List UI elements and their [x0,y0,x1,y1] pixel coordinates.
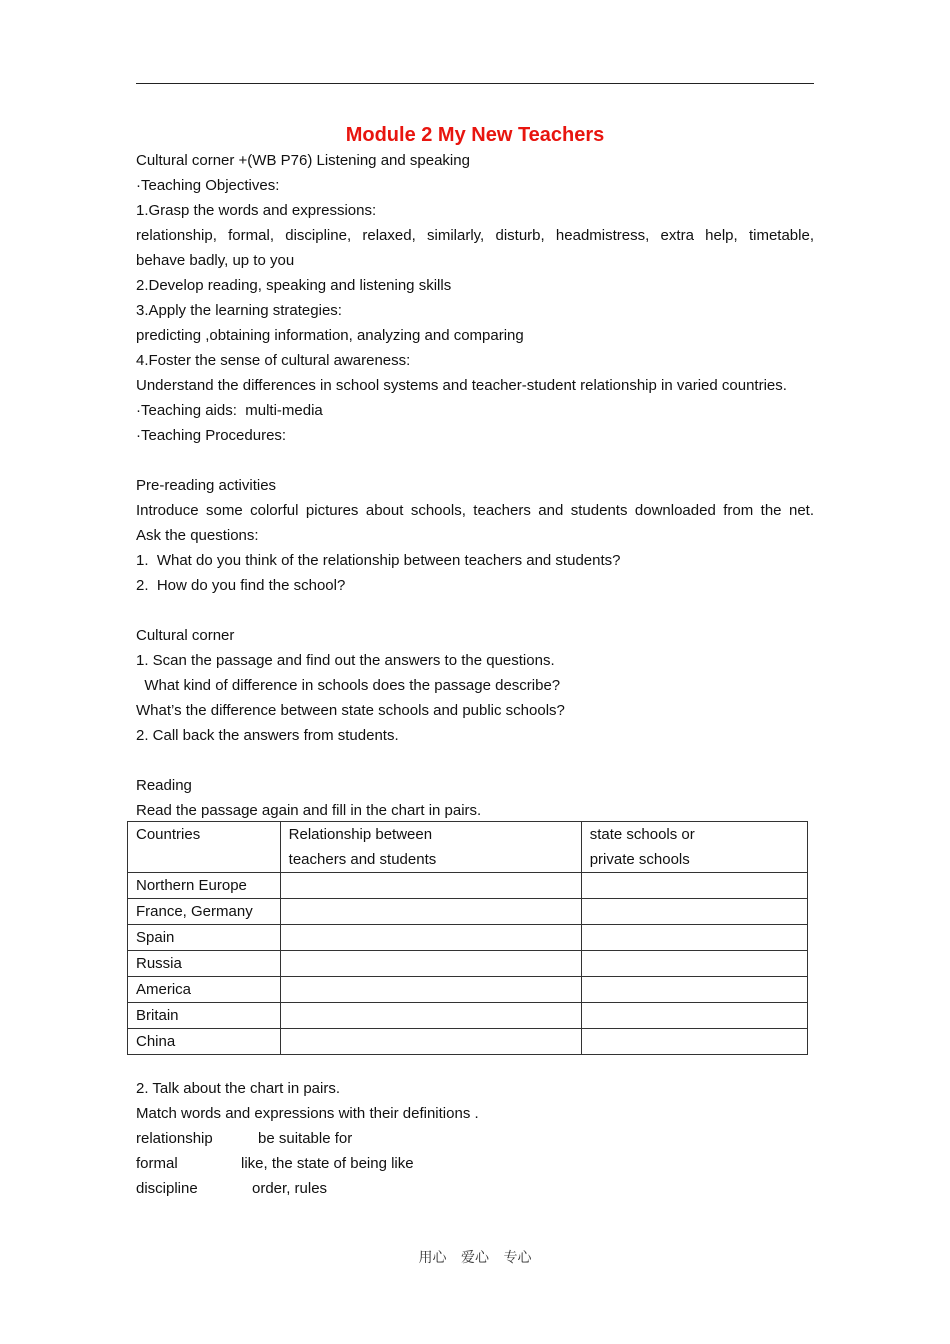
page-footer: 用心 爱心 专心 [418,1250,532,1266]
objective-2: 2.Develop reading, speaking and listening skills [136,277,452,294]
chart-header-row [128,822,808,873]
pre-reading-intro: Introduce some colorful pictures about schools, teachers and students downloaded from the net. [136,502,814,519]
school-type-cell[interactable] [581,977,807,1003]
scan-question-1: What kind of difference in schools does the passage describe? [136,677,561,694]
table-row [128,977,808,1003]
table-row [128,1029,808,1055]
country-cell: Russia [128,951,281,977]
procedures-heading: ·Teaching Procedures: [136,427,287,444]
school-type-cell[interactable] [581,1029,807,1055]
school-type-cell[interactable] [581,873,807,899]
country-cell: Spain [128,925,281,951]
header-school-type: state schools or private schools [581,822,807,873]
relationship-cell[interactable] [280,1003,581,1029]
subtitle-line: Cultural corner +(WB P76) Listening and speaking [136,152,470,169]
scan-question-2: What’s the difference between state schools and public schools? [136,702,565,719]
ask-questions: Ask the questions: [136,527,259,544]
relationship-cell[interactable] [280,873,581,899]
vocab-line-1: relationship, formal, discipline, relaxed, similarly, disturb, headmistress, extra help, timetable, [136,227,814,244]
objective-4: 4.Foster the sense of cultural awareness: [136,352,411,369]
school-type-cell[interactable] [581,899,807,925]
relationship-cell[interactable] [280,899,581,925]
blank-line [136,748,814,773]
comparison-chart [127,821,808,1055]
relationship-cell[interactable] [280,951,581,977]
vocab-line-2: behave badly, up to you [136,252,295,269]
awareness-line: Understand the differences in school systems and teacher-student relationship in varied countries. [136,377,787,394]
relationship-cell[interactable] [280,1029,581,1055]
objective-1: 1.Grasp the words and expressions: [136,202,377,219]
table-row [128,951,808,977]
match-definition: be suitable for [258,1130,353,1147]
country-cell: America [128,977,281,1003]
call-back-line: 2. Call back the answers from students. [136,727,399,744]
country-cell: France, Germany [128,899,281,925]
question-1: 1. What do you think of the relationship between teachers and students? [136,552,621,569]
country-cell: Britain [128,1003,281,1029]
scan-instruction: 1. Scan the passage and find out the answers to the questions. [136,652,555,669]
reading-heading: Reading [136,777,192,794]
table-row [128,873,808,899]
post-chart-section [136,1076,814,1201]
strategies-line: predicting ,obtaining information, analyzing and comparing [136,327,524,344]
school-type-cell[interactable] [581,925,807,951]
header-rule [136,83,814,84]
relationship-cell[interactable] [280,977,581,1003]
match-word: discipline [136,1180,198,1197]
match-definition: like, the state of being like [241,1155,414,1172]
country-cell: Northern Europe [128,873,281,899]
match-item [136,1151,814,1176]
header-countries: Countries [128,822,281,873]
match-word: relationship [136,1130,213,1147]
school-type-cell[interactable] [581,1003,807,1029]
cultural-corner-heading: Cultural corner [136,627,235,644]
match-definition: order, rules [252,1180,328,1197]
match-instruction: Match words and expressions with their definitions . [136,1105,479,1122]
reading-instruction: Read the passage again and fill in the chart in pairs. [136,802,482,819]
school-type-cell[interactable] [581,951,807,977]
lesson-body [136,148,814,823]
blank-line [136,448,814,473]
objective-3: 3.Apply the learning strategies: [136,302,342,319]
page-title: Module 2 My New Teachers [345,124,605,146]
table-row [128,1003,808,1029]
match-item [136,1126,814,1151]
country-cell: China [128,1029,281,1055]
teaching-aids: ·Teaching aids: multi-media [136,402,323,419]
objectives-heading: ·Teaching Objectives: [136,177,280,194]
question-2: 2. How do you find the school? [136,577,346,594]
match-item [136,1176,814,1201]
match-word: formal [136,1155,178,1172]
talk-instruction: 2. Talk about the chart in pairs. [136,1080,341,1097]
pre-reading-heading: Pre-reading activities [136,477,277,494]
header-relationship: Relationship between teachers and students [280,822,581,873]
table-row [128,899,808,925]
blank-line [136,598,814,623]
table-row [128,925,808,951]
relationship-cell[interactable] [280,925,581,951]
